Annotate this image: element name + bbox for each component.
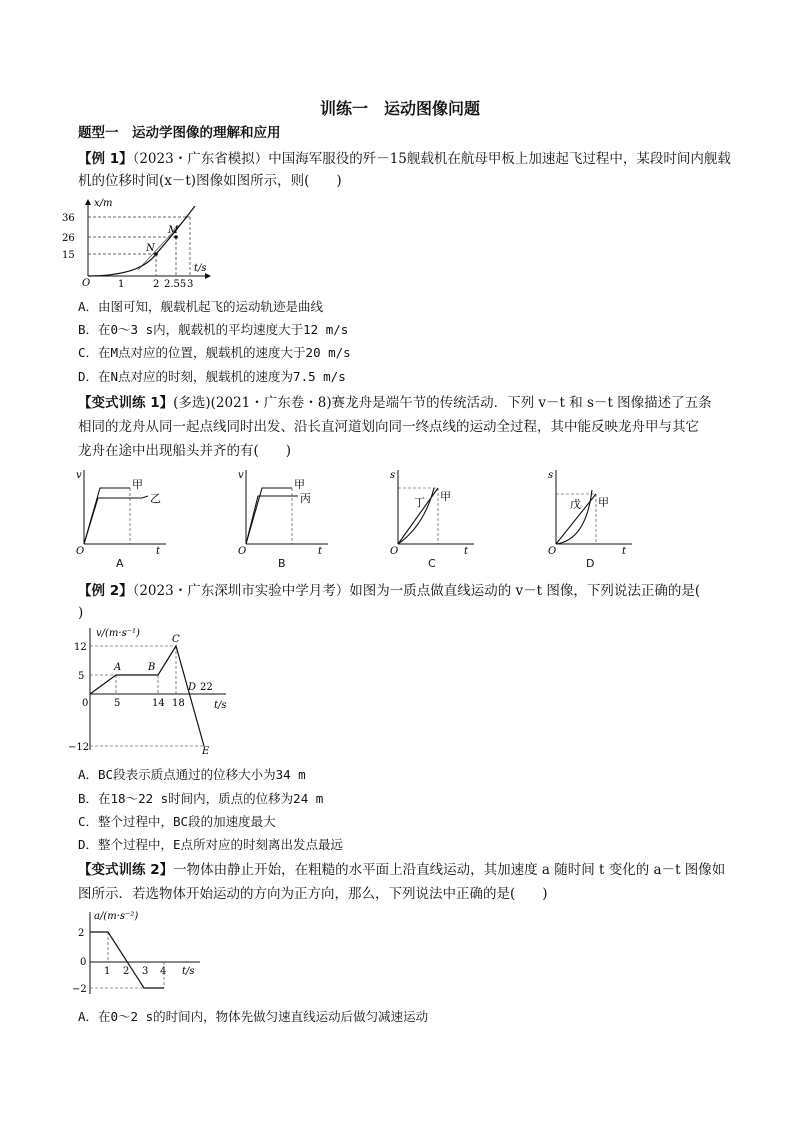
var2-at-line: [90, 932, 167, 988]
ex1-text1: （2023・广东省模拟）中国海军服役的歼－15舰载机在航母甲板上加速起飞过程中，某段时间内舰载: [132, 151, 731, 167]
ex1-xtick-1: 1: [118, 279, 125, 288]
ex2-xtick-18: 18: [172, 698, 185, 709]
var1-c-xlabel: t: [464, 546, 469, 556]
var1-c-origin: O: [390, 546, 399, 556]
var1-a-xlabel: t: [156, 546, 161, 556]
ex1-point-n: N: [146, 243, 155, 254]
var1-a-s2: 乙: [150, 492, 161, 505]
ex2-point-c: C: [172, 634, 180, 645]
ex2-point-a: A: [114, 662, 122, 673]
ex1-option-c[interactable]: C．在M点对应的位置，舰载机的速度大于20 m/s: [78, 345, 351, 360]
ex2-xtick-14: 14: [152, 698, 165, 709]
var1-graph-a[interactable]: [70, 466, 170, 556]
var1-d-s2: 戊: [570, 498, 581, 511]
section-heading: 题型一 运动学图像的理解和应用: [78, 125, 281, 141]
var1-b-ylabel: v: [238, 470, 244, 481]
ex1-ytick-15: 15: [62, 250, 75, 261]
var1-graph-c[interactable]: [384, 466, 484, 556]
ex1-tag: 【例 1】: [78, 151, 133, 167]
var1-d-s1: 甲: [598, 496, 609, 509]
ex2-xtick-22: 22: [200, 682, 213, 693]
ex1-ytick-26: 26: [62, 233, 75, 244]
var2-text1: 一物体由静止开始，在粗糙的水平面上沿直线运动，其加速度 a 随时间 t 变化的 a－t 图像如: [173, 862, 726, 878]
var1-d-xlabel: t: [622, 546, 627, 556]
var2-ylabel: a/(m·s⁻²): [94, 911, 139, 922]
var2-ytick-0: 0: [80, 957, 87, 968]
ex1-ylabel: x/m: [94, 198, 113, 209]
var1-caption-d: D: [586, 557, 595, 570]
ex2-ytick-12: 12: [74, 642, 87, 653]
ex1-curve: [88, 206, 195, 276]
var1-tag: 【变式训练 1】: [78, 395, 174, 411]
ex1-option-d[interactable]: D．在N点对应的时刻，舰载机的速度为7.5 m/s: [78, 369, 346, 384]
ex1-xlabel: t/s: [194, 263, 207, 274]
var2-xtick-4: 4: [160, 966, 167, 977]
var2-option-a[interactable]: A．在0～2 s的时间内，物体先做匀速直线运动后做匀减速运动: [78, 1009, 429, 1024]
ex1-xtick-3: 3: [187, 279, 194, 288]
ex2-option-a[interactable]: A．BC段表示质点通过的位移大小为34 m: [78, 767, 306, 782]
ex2-line2: ): [78, 605, 84, 621]
var2-xtick-3: 3: [142, 966, 149, 977]
var2-tag: 【变式训练 2】: [78, 862, 174, 878]
ex1-line1: [78, 150, 731, 168]
var2-ytick-2: 2: [78, 928, 85, 939]
ex1-xtick-255: 2.55: [164, 279, 187, 288]
var1-b-s1: 甲: [294, 478, 305, 491]
var1-c-s1: 甲: [440, 490, 451, 503]
var1-d-ylabel: s: [548, 470, 554, 481]
ex1-line2: 机的位移时间(x－t)图像如图所示，则( ): [78, 173, 342, 189]
var1-c-ylabel: s: [390, 470, 396, 481]
ex2-ylabel: v/(m·s⁻¹): [96, 628, 140, 639]
var2-xtick-1: 1: [104, 966, 111, 977]
ex2-point-e: E: [202, 746, 210, 754]
var1-a-ylabel: v: [76, 470, 82, 481]
ex1-option-b[interactable]: B．在0～3 s内，舰载机的平均速度大于12 m/s: [78, 322, 349, 337]
var1-graph-b[interactable]: [232, 466, 332, 556]
var1-caption-a: A: [116, 557, 124, 570]
ex1-ytick-36: 36: [62, 213, 75, 224]
page-title: 训练一 运动图像问题: [319, 99, 480, 118]
var1-caption-c: C: [428, 557, 436, 570]
var1-caption-b: B: [278, 557, 286, 570]
ex2-xlabel: t/s: [214, 700, 227, 711]
var2-xlabel: t/s: [182, 966, 195, 977]
var2-line1: [78, 861, 725, 879]
ex1-option-a[interactable]: A．由图可知，舰载机起飞的运动轨迹是曲线: [78, 299, 324, 314]
ex2-option-c[interactable]: C．整个过程中，BC段的加速度最大: [78, 814, 276, 829]
var2-at-graph: [68, 908, 218, 998]
var1-graph-d[interactable]: [542, 466, 642, 556]
var2-xtick-2: 2: [123, 966, 130, 977]
var1-line1: [78, 394, 712, 412]
var1-d-origin: O: [548, 546, 557, 556]
var1-b-xlabel: t: [318, 546, 323, 556]
ex2-option-b[interactable]: B．在18～22 s时间内，质点的位移为24 m: [78, 791, 324, 806]
ex2-tag: 【例 2】: [78, 583, 133, 599]
ex2-point-b: B: [148, 662, 156, 673]
var1-line2: 相同的龙舟从同一起点线同时出发、沿长直河道划向同一终点线的运动全过程，其中能反映龙舟甲与其它: [78, 419, 699, 435]
ex2-line1: [78, 582, 700, 600]
ex2-point-d: D: [188, 682, 197, 693]
var1-text1: (多选)(2021・广东卷・8)赛龙舟是端午节的传统活动．下列 v－t 和 s－t 图像描述了五条: [173, 395, 712, 411]
var2-line2: 图所示．若选物体开始运动的方向为正方向，那么，下列说法中正确的是( ): [78, 886, 548, 902]
ex2-ytick-5: 5: [78, 671, 85, 682]
ex2-text1: （2023・广东深圳市实验中学月考）如图为一质点做直线运动的 v－t 图像，下列说法正确的是(: [132, 583, 701, 599]
var1-line3: 龙舟在途中出现船头并齐的有( ): [78, 443, 292, 459]
ex2-vt-line: [90, 646, 204, 746]
var1-a-origin: O: [76, 546, 85, 556]
var2-ytick-neg2: −2: [72, 984, 87, 995]
ex2-option-d[interactable]: D．整个过程中，E点所对应的时刻离出发点最远: [78, 837, 344, 852]
ex2-vt-graph: [66, 624, 236, 754]
var1-b-s2: 丙: [300, 492, 311, 505]
var1-b-origin: O: [238, 546, 247, 556]
ex1-point-m: M: [168, 225, 179, 236]
var1-c-s2: 丁: [414, 496, 425, 509]
ex1-xt-graph: [60, 196, 220, 288]
ex2-ytick-neg12: −12: [68, 742, 90, 753]
var1-a-s1: 甲: [132, 478, 143, 491]
ex1-xtick-2: 2: [153, 279, 160, 288]
ex2-xtick-5: 5: [114, 698, 121, 709]
ex1-origin: O: [82, 278, 91, 288]
ex2-ytick-0: 0: [82, 698, 89, 709]
